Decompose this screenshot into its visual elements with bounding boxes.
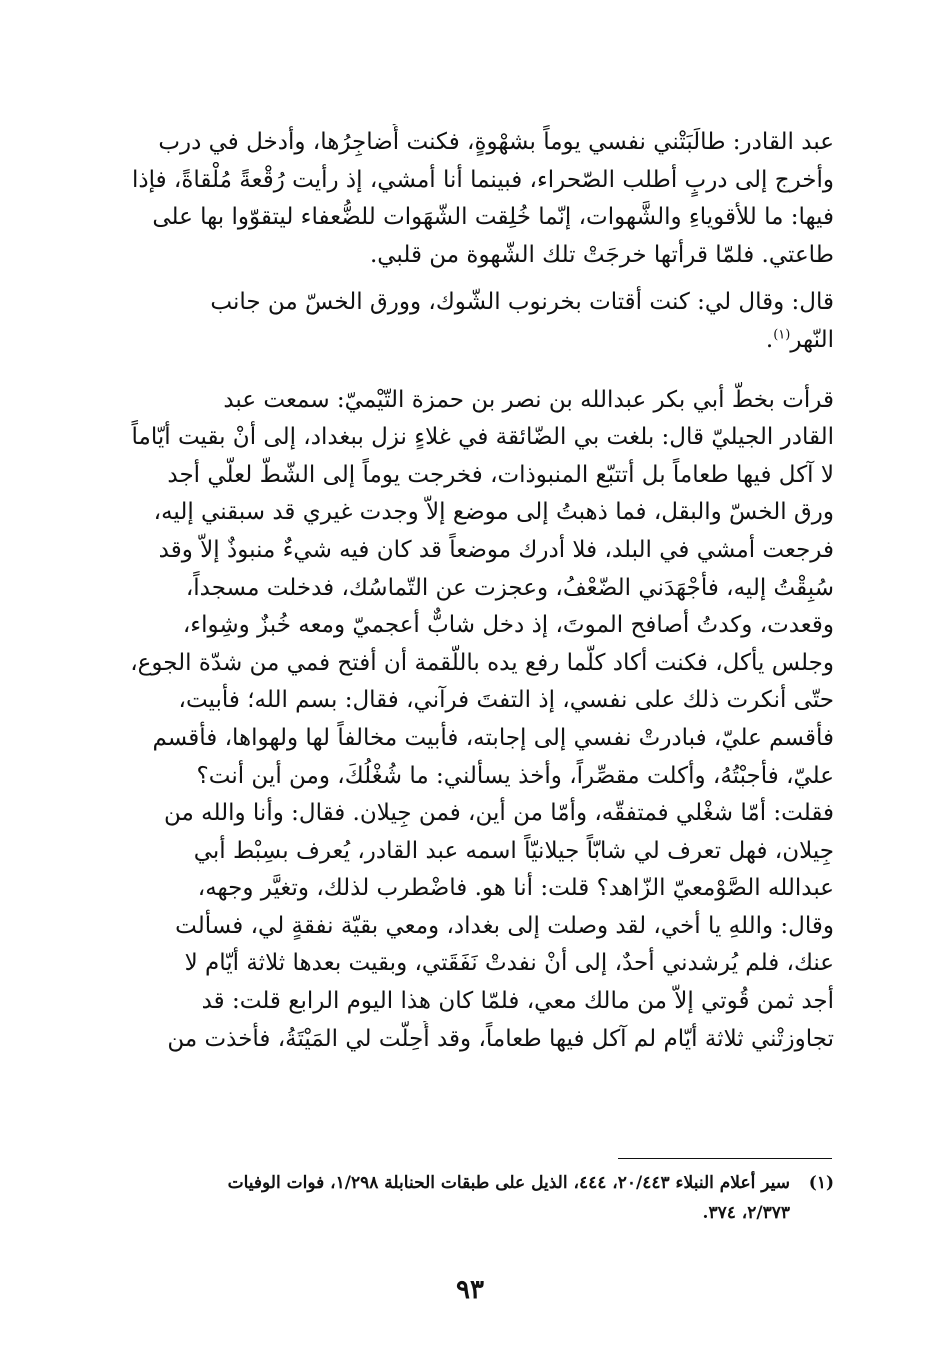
text-line: عليّ، فأجبْتُهُ، وأكلت مقصِّراً، وأخذ يسألني: ما شُغْلُكَ، ومن أين أنت؟ (196, 762, 834, 789)
text-line: عبد القادر: طالَبَتْني نفسي يوماً بشهْوةٍ، فكنت أُضاجِرُها، وأدخل في درب (158, 129, 834, 155)
text-line: قرأت بخطّ أبي بكر عبدالله بن نصر بن حمزة التّيْميّ: سمعت عبد (223, 386, 834, 413)
text-line: طاعتي. فلمّا قرأتها خرجَتْ تلك الشّهوة من قلبي. (369, 241, 834, 268)
footnote-line: سير أعلام النبلاء ٢٠/٤٤٣، ٤٤٤، الذيل على طبقات الحنابلة ١/٢٩٨، فوات الوفيات (227, 1173, 790, 1193)
footnote-text (106, 1168, 790, 1228)
text-line (106, 322, 834, 360)
text-line: سُبِقْتُ إليه، فأجْهَدَني الضّعْفُ، وعجزت عن التّماسُك، فدخلت مسجداً، (185, 574, 834, 601)
text-line: فأقسم عليّ، فبادرتْ نفسي إلى إجابته، فأبيت مخالفاً لها ولهواها، فأقسم (152, 724, 834, 751)
text-line: حتّى أنكرت ذلك على نفسي، إذ التفتَ فرآني، فقال: بسم الله؛ فأبيت، (178, 687, 834, 714)
text-line: عبدالله الصَّوْمعيّ الزّاهد؟ قلت: أنا هو. فاضْطرب لذلك، وتغيَّر وجهه، (197, 875, 834, 902)
paragraph-2 (106, 284, 834, 359)
footnote-line: ٢/٣٧٣، ٣٧٤. (702, 1203, 790, 1223)
text-line: ورق الخسّ والبقل، فما ذهبتُ إلى موضع إلاّ وجدت غيري قد سبقني إليه، (153, 499, 834, 526)
text-line: فرجعت أمشي في البلد، فلا أدرك موضعاً قد كان فيه شيءٌ منبوذٌ إلاّ وقد (158, 536, 834, 563)
footnote (106, 1168, 834, 1228)
text-line: وأخرج إلى دربٍ أطلب الصّحراء، فبينما أنا أمشي، إذ رأيت رُقْعةً مُلْقاةً، فإذا (131, 166, 834, 193)
paragraph-1 (106, 124, 834, 274)
end-punctuation: . (765, 326, 774, 353)
footnote-entry (106, 1168, 834, 1228)
text-line: جِيلان، فهل تعرف لي شابّاً جيلانيّاً اسمه عبد القادر، يُعرف بسِبْط أبي (193, 837, 834, 864)
text-line: القادر الجيليّ قال: بلغت بي الضّائقة في غلاءٍ نزل ببغداد، إلى أنْ بقيت أيّاماً (131, 424, 834, 451)
footnote-marker: (١) (808, 1173, 834, 1193)
text-line: أجد ثمن قُوتي إلاّ من مالك معي، فلمّا كان هذا اليوم الرابع قلت: قد (201, 988, 834, 1015)
text-line: فيها: ما للأقوياءِ والشَّهوات، إنّما خُلِقت الشّهَوات للضُّعفاء ليتقوّوا بها على (152, 204, 834, 231)
text-fragment: النّهر (790, 326, 834, 353)
paragraph-3 (106, 382, 834, 1059)
text-line: وقال: واللهِ يا أخي، لقد وصلت إلى بغداد، ومعي بقيّة نفقةٍ لي، فسألت (175, 912, 834, 939)
footnote-reference: (١) (773, 327, 791, 343)
text-line: وجلس يأكل، فكنت أكاد كلّما رفع يده باللّقمة أن أفتح فمي من شدّة الجوع، (130, 649, 834, 676)
footnote-separator (618, 1158, 832, 1159)
text-line: لا آكل فيها طعاماً بل أتتبّع المنبوذات، فخرجت يوماً إلى الشّطّ لعلّي أجد (167, 461, 834, 488)
main-text (106, 124, 834, 1058)
text-line: عنك، فلم يُرشدني أحدٌ، إلى أنْ نفدتْ نَفَقَتي، وبقيت بعدها ثلاثة أيّام لا (184, 950, 834, 977)
page-number: ٩٣ (456, 1275, 484, 1305)
text-line: قال: وقال لي: كنت أقتات بخرنوب الشّوك، وورق الخسّ من جانب (210, 289, 834, 316)
text-line: وقعدت، وكدتُ أصافح الموتَ، إذ دخل شابٌّ أعجميّ ومعه خُبزٌ وشِواء، (182, 612, 834, 639)
text-line: تجاوزتْني ثلاثة أيّام لم آكل فيها طعاماً، وقد أُحِلّت لي المَيْتَةُ، فأخذت من (167, 1025, 834, 1052)
text-line: فقلت: أمّا شغْلي فمتفقّه، وأمّا من أين، فمن جِيلان. فقال: وأنا والله من (164, 800, 834, 827)
